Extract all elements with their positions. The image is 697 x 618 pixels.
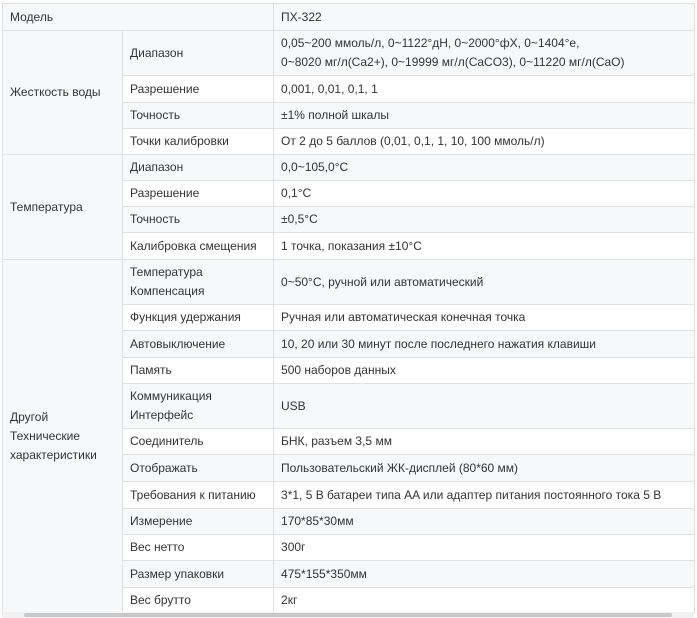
param-label: Точность: [123, 207, 274, 233]
param-label: Вес брутто: [123, 588, 274, 614]
group-title-line: характеристики: [10, 448, 97, 462]
param-label: Диапазон: [123, 31, 274, 76]
table-row: [3, 31, 695, 76]
param-line: Компенсация: [130, 284, 205, 298]
param-value: 300г: [274, 535, 695, 561]
scrollbar-thumb[interactable]: [24, 613, 672, 617]
param-label: [123, 384, 274, 429]
table-row-model: [3, 4, 695, 31]
param-label: Отображать: [123, 455, 274, 482]
param-label: Функция удержания: [123, 305, 274, 331]
param-label: Измерение: [123, 509, 274, 535]
group-temperature-title: Температура: [3, 155, 123, 260]
param-value: 0,1°C: [274, 181, 695, 207]
group-title-line: Технические: [10, 429, 80, 443]
param-label: Диапазон: [123, 155, 274, 181]
group-hardness-title: Жесткость воды: [3, 31, 123, 155]
param-label: Вес нетто: [123, 535, 274, 561]
param-label: Размер упаковки: [123, 561, 274, 588]
param-value: От 2 до 5 баллов (0,01, 0,1, 1, 10, 100 ммоль/л): [274, 129, 695, 155]
param-value: 10, 20 или 30 минут после последнего нажатия клавиши: [274, 331, 695, 358]
horizontal-scrollbar[interactable]: [2, 612, 694, 618]
param-label: Разрешение: [123, 76, 274, 103]
param-label: Автовыключение: [123, 331, 274, 358]
param-value: 475*155*350мм: [274, 561, 695, 588]
param-value: ±1% полной шкалы: [274, 103, 695, 129]
table-row: [3, 155, 695, 181]
param-label: Разрешение: [123, 181, 274, 207]
param-value: Пользовательский ЖК-дисплей (80*60 мм): [274, 455, 695, 482]
param-label: [123, 260, 274, 305]
param-line: Коммуникация: [130, 389, 212, 403]
param-label: Требования к питанию: [123, 482, 274, 509]
param-label: Точность: [123, 103, 274, 129]
param-value: БНК, разъем 3,5 мм: [274, 429, 695, 455]
value-line: 0,05~200 ммоль/л, 0~1122°дН, 0~2000°фХ, 0~1404°е,: [281, 36, 580, 50]
param-line: Интерфейс: [130, 408, 194, 422]
table-row: [3, 260, 695, 305]
specifications-table: [2, 3, 695, 614]
param-value: 170*85*30мм: [274, 509, 695, 535]
param-value: ±0,5°C: [274, 207, 695, 233]
param-value: 0,0~105,0°C: [274, 155, 695, 181]
param-value: Ручная или автоматическая конечная точка: [274, 305, 695, 331]
param-label: Память: [123, 358, 274, 384]
param-value: 0,001, 0,01, 0,1, 1: [274, 76, 695, 103]
param-value: 0~50°C, ручной или автоматический: [274, 260, 695, 305]
model-label: Модель: [3, 4, 274, 31]
param-label: Точки калибровки: [123, 129, 274, 155]
param-value: USB: [274, 384, 695, 429]
param-value: 500 наборов данных: [274, 358, 695, 384]
param-value: 2кг: [274, 588, 695, 614]
param-value: 1 точка, показания ±10°C: [274, 233, 695, 260]
group-other-title: [3, 260, 123, 614]
model-value: ПХ-322: [274, 4, 695, 31]
param-line: Температура: [130, 265, 203, 279]
group-title-line: Другой: [10, 410, 49, 424]
value-line: 0~8020 мг/л(Ca2+), 0~19999 мг/л(CaCO3), 0~11220 мг/л(CaO): [281, 55, 625, 69]
param-value: 3*1, 5 В батареи типа AA или адаптер питания постоянного тока 5 В: [274, 482, 695, 509]
param-label: Соединитель: [123, 429, 274, 455]
param-value: [274, 31, 695, 76]
param-label: Калибровка смещения: [123, 233, 274, 260]
